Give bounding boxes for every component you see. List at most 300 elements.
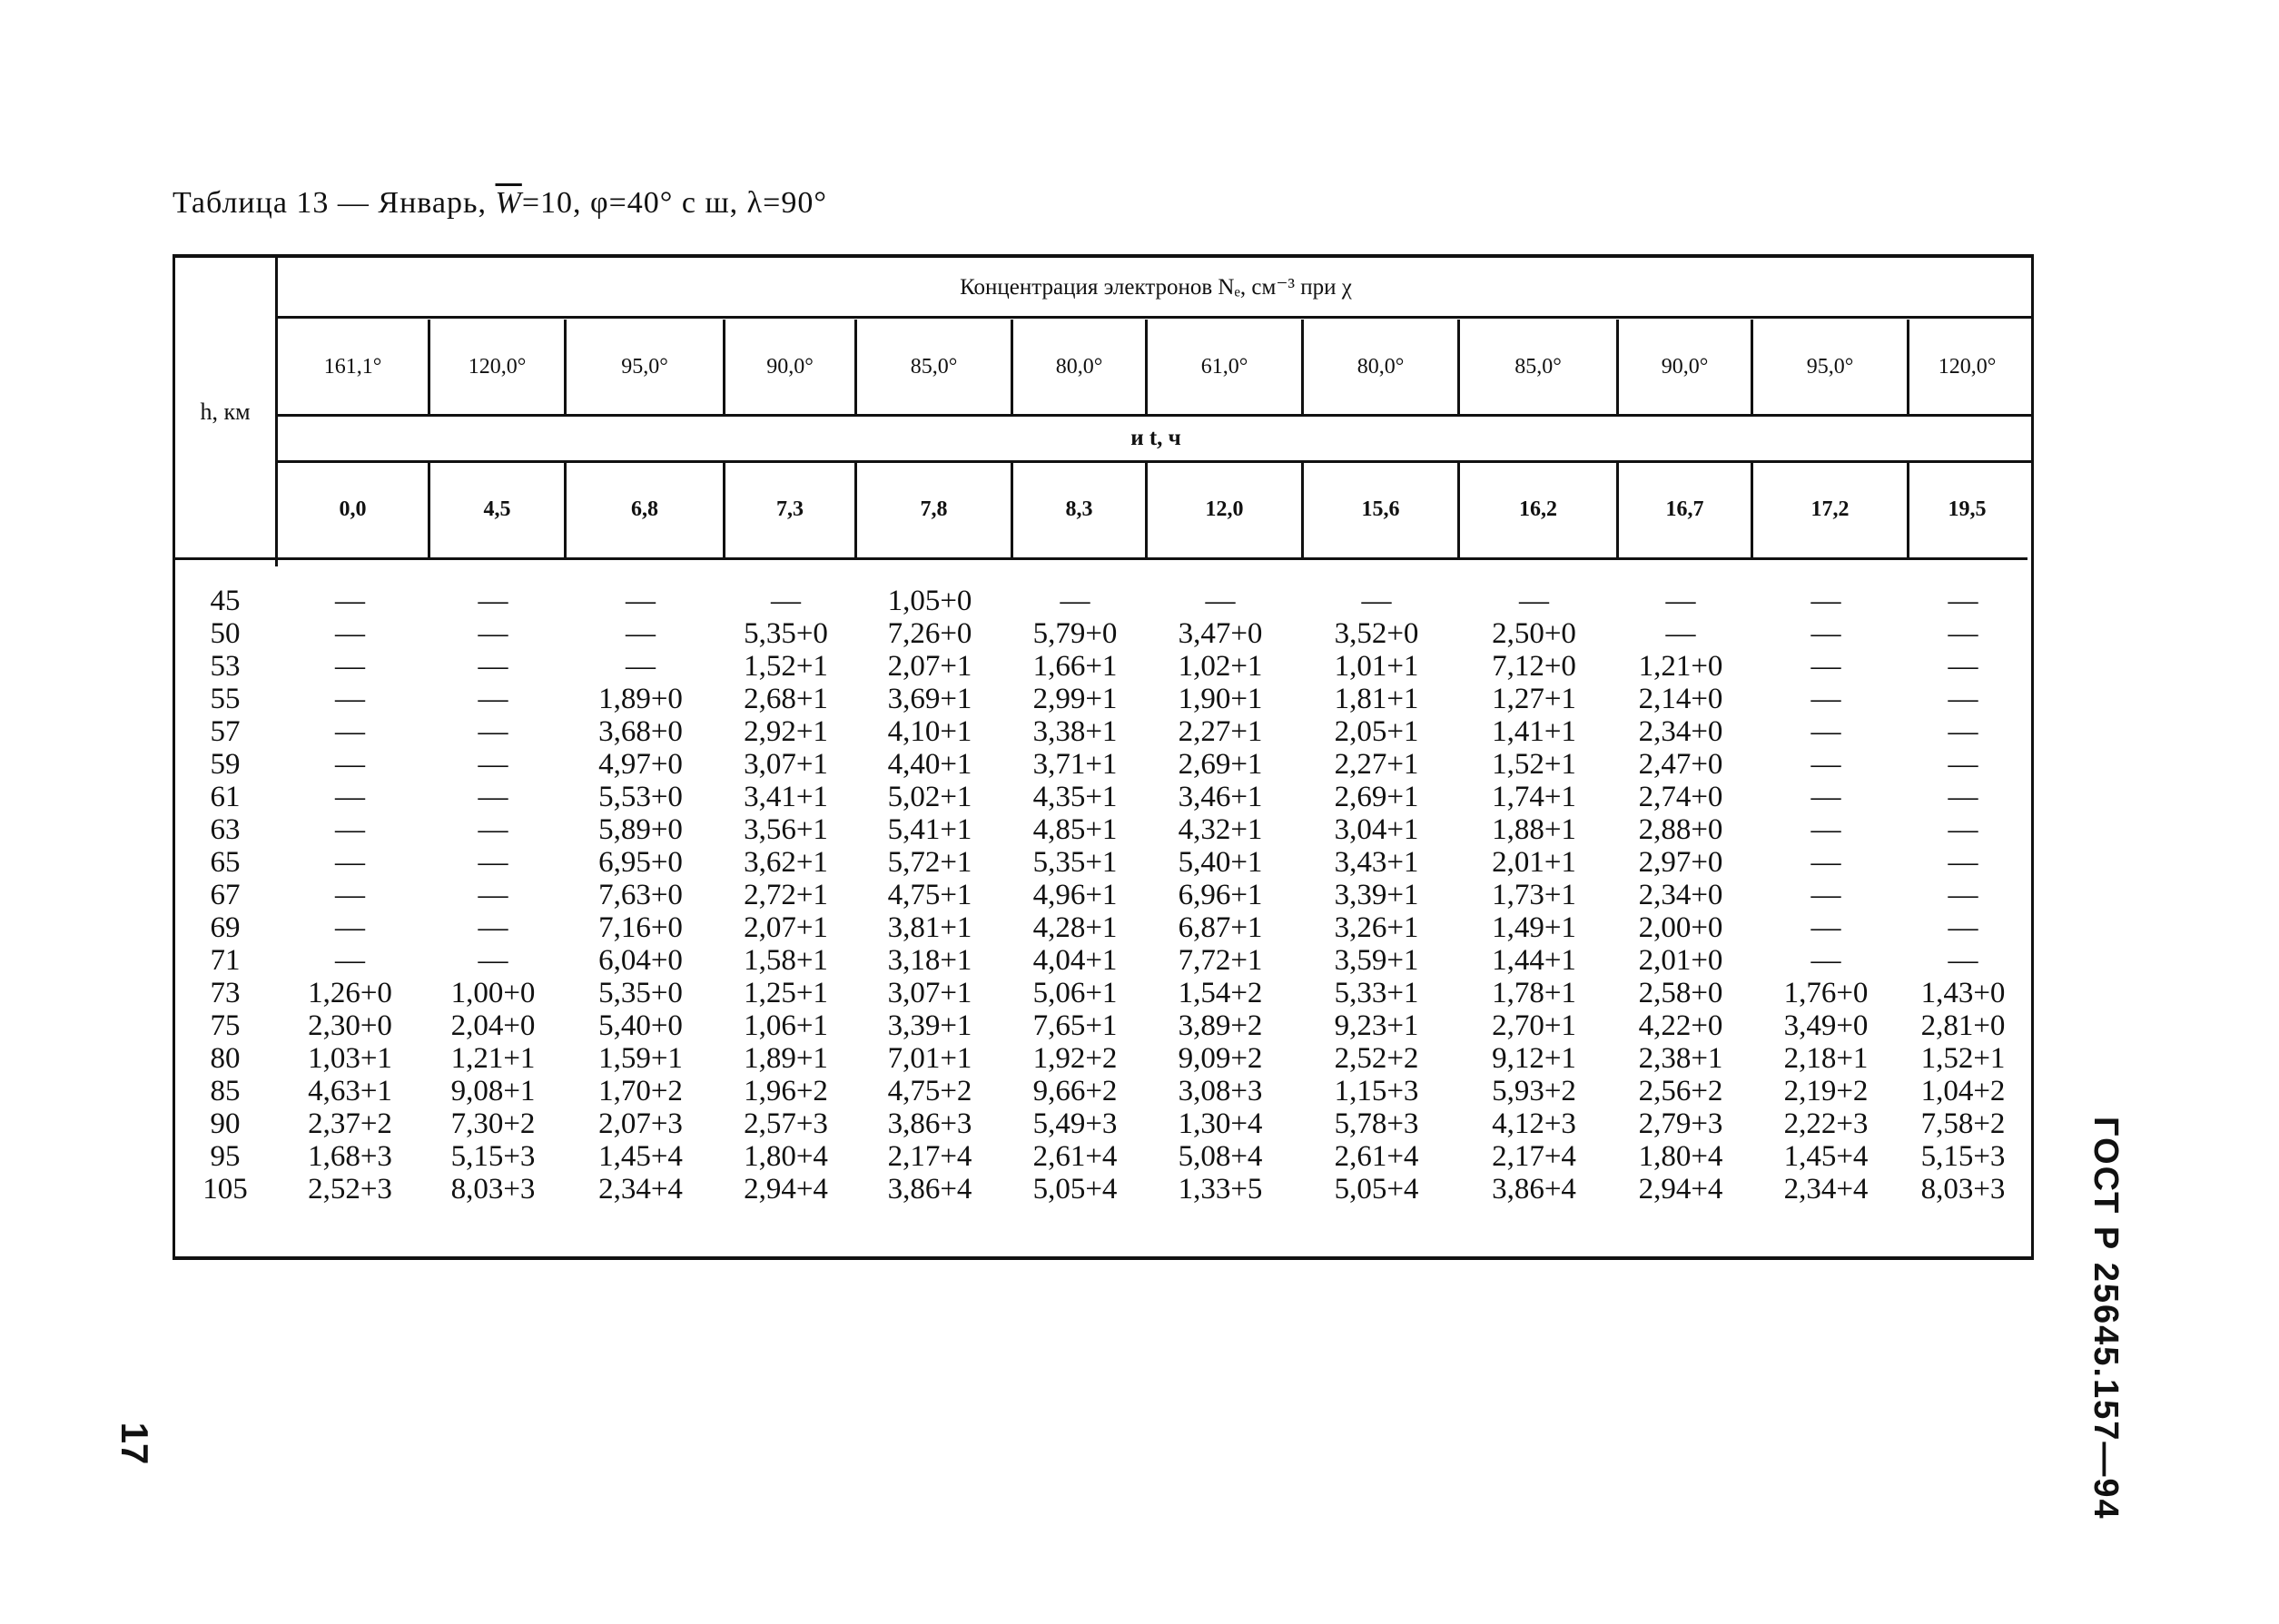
value-cell: 1,45+4 (598, 1140, 683, 1173)
value-cell: — (626, 650, 656, 683)
value-cell: 1,49+1 (1492, 911, 1576, 944)
value-cell: 2,07+3 (598, 1107, 683, 1140)
value-cell: 4,10+1 (887, 715, 972, 748)
value-cell: 9,12+1 (1492, 1042, 1576, 1075)
value-cell: 7,58+2 (1920, 1107, 2006, 1140)
value-cell: 2,34+4 (1783, 1173, 1869, 1206)
value-cell: 1,89+0 (598, 683, 683, 715)
table-row (175, 617, 2031, 650)
value-cell: 5,41+1 (887, 813, 972, 846)
table-caption (173, 186, 827, 221)
value-cell: 2,68+1 (744, 683, 828, 715)
electron-concentration-table (173, 254, 2034, 1260)
height-cell: 61 (210, 781, 241, 813)
table-row (175, 879, 2031, 911)
value-cell: — (1948, 650, 1978, 683)
value-cell: — (1361, 585, 1392, 617)
value-cell: — (1810, 683, 1841, 715)
value-cell: — (478, 748, 508, 781)
t-header-cell: 7,3 (723, 462, 854, 557)
height-column-header: h, км (200, 399, 251, 425)
height-cell: 50 (210, 617, 241, 650)
value-cell: — (478, 879, 508, 911)
chi-header-cell: 85,0° (1457, 320, 1616, 414)
table-row (175, 944, 2031, 977)
value-cell: 7,16+0 (598, 911, 683, 944)
value-cell: 3,62+1 (744, 846, 828, 879)
value-cell: 1,90+1 (1178, 683, 1263, 715)
value-cell: 4,96+1 (1032, 879, 1118, 911)
value-cell: 2,17+4 (887, 1140, 972, 1173)
value-cell: — (478, 911, 508, 944)
chi-header-cell: 90,0° (1616, 320, 1751, 414)
value-cell: 2,92+1 (744, 715, 828, 748)
value-cell: — (478, 683, 508, 715)
value-cell: — (1948, 781, 1978, 813)
value-cell: — (335, 879, 365, 911)
value-cell: 5,08+4 (1178, 1140, 1263, 1173)
value-cell: 3,49+0 (1783, 1009, 1869, 1042)
t-header-cell: 6,8 (564, 462, 723, 557)
value-cell: 2,22+3 (1783, 1107, 1869, 1140)
value-cell: 7,26+0 (887, 617, 972, 650)
value-cell: 2,27+1 (1334, 748, 1419, 781)
value-cell: 7,65+1 (1032, 1009, 1118, 1042)
value-cell: 2,61+4 (1334, 1140, 1419, 1173)
caption-prefix: Таблица 13 — Январь, (173, 186, 496, 220)
height-cell: 75 (210, 1009, 241, 1042)
value-cell: 2,69+1 (1178, 748, 1263, 781)
value-cell: 7,01+1 (887, 1042, 972, 1075)
value-cell: 1,76+0 (1783, 977, 1869, 1009)
value-cell: 5,49+3 (1032, 1107, 1118, 1140)
chi-header-cell: 161,1° (323, 354, 382, 379)
value-cell: — (771, 585, 801, 617)
value-cell: 3,41+1 (744, 781, 828, 813)
table-row (175, 813, 2031, 846)
value-cell: — (335, 617, 365, 650)
value-cell: 1,43+0 (1920, 977, 2006, 1009)
value-cell: 6,96+1 (1178, 879, 1263, 911)
value-cell: — (1810, 715, 1841, 748)
value-cell: 1,68+3 (308, 1140, 392, 1173)
value-cell: — (1810, 748, 1841, 781)
value-cell: 5,72+1 (887, 846, 972, 879)
value-cell: 2,70+1 (1492, 1009, 1576, 1042)
value-cell: 4,97+0 (598, 748, 683, 781)
value-cell: — (335, 650, 365, 683)
value-cell: 4,04+1 (1032, 944, 1118, 977)
height-cell: 71 (210, 944, 241, 977)
value-cell: 4,85+1 (1032, 813, 1118, 846)
value-cell: — (1810, 585, 1841, 617)
t-header-cell: 4,5 (428, 462, 564, 557)
value-cell: — (1948, 683, 1978, 715)
value-cell: 7,12+0 (1492, 650, 1576, 683)
value-cell: 3,39+1 (887, 1009, 972, 1042)
header-rule (278, 316, 2034, 319)
value-cell: 1,58+1 (744, 944, 828, 977)
value-cell: — (1665, 617, 1696, 650)
value-cell: 2,01+0 (1638, 944, 1723, 977)
t-header-cell: 17,2 (1751, 462, 1907, 557)
value-cell: 3,86+4 (887, 1173, 972, 1206)
value-cell: 2,88+0 (1638, 813, 1723, 846)
value-cell: — (478, 715, 508, 748)
value-cell: — (1948, 617, 1978, 650)
value-cell: 1,54+2 (1178, 977, 1263, 1009)
value-cell: 1,78+1 (1492, 977, 1576, 1009)
height-cell: 80 (210, 1042, 241, 1075)
page-number: 17 (113, 1422, 156, 1465)
table-row (175, 1009, 2031, 1042)
value-cell: 4,63+1 (308, 1075, 392, 1107)
height-cell: 67 (210, 879, 241, 911)
value-cell: 5,33+1 (1334, 977, 1419, 1009)
value-cell: 2,07+1 (887, 650, 972, 683)
height-cell: 59 (210, 748, 241, 781)
value-cell: 3,43+1 (1334, 846, 1419, 879)
value-cell: 1,80+4 (744, 1140, 828, 1173)
value-cell: 2,57+3 (744, 1107, 828, 1140)
table-row (175, 715, 2031, 748)
value-cell: 1,25+1 (744, 977, 828, 1009)
value-cell: 2,18+1 (1783, 1042, 1869, 1075)
height-cell: 95 (210, 1140, 241, 1173)
value-cell: 8,03+3 (1920, 1173, 2006, 1206)
chi-header-cell: 80,0° (1301, 320, 1457, 414)
table-row (175, 911, 2031, 944)
value-cell: 1,45+4 (1783, 1140, 1869, 1173)
table-row (175, 977, 2031, 1009)
value-cell: 1,80+4 (1638, 1140, 1723, 1173)
value-cell: 2,05+1 (1334, 715, 1419, 748)
value-cell: — (335, 781, 365, 813)
value-cell: 3,07+1 (887, 977, 972, 1009)
value-cell: 3,69+1 (887, 683, 972, 715)
chi-header-cell: 120,0° (428, 320, 564, 414)
value-cell: 2,56+2 (1638, 1075, 1723, 1107)
group-header: Концентрация электронов Nₑ, см⁻³ при χ (960, 275, 1352, 300)
chi-header-cell: 80,0° (1011, 320, 1145, 414)
value-cell: 3,86+4 (1492, 1173, 1576, 1206)
value-cell: 7,63+0 (598, 879, 683, 911)
height-cell: 45 (210, 585, 241, 617)
value-cell: 2,94+4 (744, 1173, 828, 1206)
value-cell: — (335, 846, 365, 879)
value-cell: 1,88+1 (1492, 813, 1576, 846)
value-cell: 3,81+1 (887, 911, 972, 944)
value-cell: 1,59+1 (598, 1042, 683, 1075)
value-cell: 2,19+2 (1783, 1075, 1869, 1107)
t-header-cell: 7,8 (854, 462, 1011, 557)
value-cell: 1,70+2 (598, 1075, 683, 1107)
value-cell: — (478, 617, 508, 650)
value-cell: 2,38+1 (1638, 1042, 1723, 1075)
t-header-cell: 16,7 (1616, 462, 1751, 557)
chi-header-cell: 90,0° (723, 320, 854, 414)
table-row (175, 683, 2031, 715)
value-cell: — (1810, 813, 1841, 846)
value-cell: 2,94+4 (1638, 1173, 1723, 1206)
value-cell: 6,95+0 (598, 846, 683, 879)
value-cell: — (478, 813, 508, 846)
value-cell: 2,72+1 (744, 879, 828, 911)
chi-header-cell: 61,0° (1145, 320, 1301, 414)
value-cell: 3,26+1 (1334, 911, 1419, 944)
value-cell: 2,17+4 (1492, 1140, 1576, 1173)
value-cell: 5,89+0 (598, 813, 683, 846)
value-cell: 1,52+1 (744, 650, 828, 683)
height-cell: 105 (202, 1173, 248, 1206)
chi-header-cell: 120,0° (1907, 320, 2025, 414)
value-cell: — (1948, 813, 1978, 846)
value-cell: 1,26+0 (308, 977, 392, 1009)
value-cell: — (1948, 585, 1978, 617)
value-cell: 1,02+1 (1178, 650, 1263, 683)
value-cell: 9,23+1 (1334, 1009, 1419, 1042)
value-cell: — (1519, 585, 1549, 617)
value-cell: 3,18+1 (887, 944, 972, 977)
document-code: ГОСТ Р 25645.157—94 (2087, 1117, 2125, 1521)
value-cell: 3,86+3 (887, 1107, 972, 1140)
value-cell: — (478, 781, 508, 813)
value-cell: 6,87+1 (1178, 911, 1263, 944)
table-row (175, 585, 2031, 617)
value-cell: 1,81+1 (1334, 683, 1419, 715)
value-cell: 2,30+0 (308, 1009, 392, 1042)
value-cell: 5,40+1 (1178, 846, 1263, 879)
value-cell: — (478, 650, 508, 683)
t-header-cell: 16,2 (1457, 462, 1616, 557)
table-row (175, 1075, 2031, 1107)
value-cell: 3,04+1 (1334, 813, 1419, 846)
value-cell: 3,59+1 (1334, 944, 1419, 977)
value-cell: 2,52+3 (308, 1173, 392, 1206)
value-cell: 5,35+0 (598, 977, 683, 1009)
value-cell: 2,34+0 (1638, 715, 1723, 748)
value-cell: 2,34+4 (598, 1173, 683, 1206)
value-cell: 2,37+2 (308, 1107, 392, 1140)
value-cell: 1,92+2 (1032, 1042, 1118, 1075)
value-cell: — (335, 683, 365, 715)
value-cell: — (1810, 879, 1841, 911)
value-cell: — (1948, 715, 1978, 748)
value-cell: 5,40+0 (598, 1009, 683, 1042)
value-cell: 1,27+1 (1492, 683, 1576, 715)
value-cell: 2,07+1 (744, 911, 828, 944)
caption-w-symbol: $\overline{W}$ (495, 186, 522, 220)
value-cell: — (335, 944, 365, 977)
value-cell: 2,99+1 (1032, 683, 1118, 715)
value-cell: 5,79+0 (1032, 617, 1118, 650)
value-cell: 6,04+0 (598, 944, 683, 977)
value-cell: 5,15+3 (1920, 1140, 2006, 1173)
value-cell: — (478, 944, 508, 977)
value-cell: 2,58+0 (1638, 977, 1723, 1009)
value-cell: — (1948, 944, 1978, 977)
value-cell: 2,97+0 (1638, 846, 1723, 879)
value-cell: 2,47+0 (1638, 748, 1723, 781)
value-cell: — (1810, 944, 1841, 977)
value-cell: 4,75+2 (887, 1075, 972, 1107)
value-cell: 1,33+5 (1178, 1173, 1263, 1206)
value-cell: 4,40+1 (887, 748, 972, 781)
value-cell: 4,22+0 (1638, 1009, 1723, 1042)
value-cell: 9,08+1 (450, 1075, 536, 1107)
value-cell: — (335, 748, 365, 781)
value-cell: 2,04+0 (450, 1009, 536, 1042)
value-cell: — (335, 585, 365, 617)
value-cell: — (478, 585, 508, 617)
value-cell: 3,39+1 (1334, 879, 1419, 911)
time-group-header: и t, ч (1130, 426, 1181, 450)
value-cell: — (1948, 748, 1978, 781)
value-cell: — (626, 585, 656, 617)
value-cell: 5,35+0 (744, 617, 828, 650)
value-cell: 3,71+1 (1032, 748, 1118, 781)
height-cell: 53 (210, 650, 241, 683)
value-cell: — (335, 911, 365, 944)
value-cell: — (626, 617, 656, 650)
value-cell: 1,52+1 (1492, 748, 1576, 781)
value-cell: 3,52+0 (1334, 617, 1419, 650)
value-cell: 1,41+1 (1492, 715, 1576, 748)
value-cell: 2,52+2 (1334, 1042, 1419, 1075)
chi-header-cell: 95,0° (1751, 320, 1907, 414)
value-cell: — (335, 813, 365, 846)
value-cell: — (478, 846, 508, 879)
value-cell: — (1810, 846, 1841, 879)
value-cell: — (1948, 846, 1978, 879)
value-cell: 5,05+4 (1334, 1173, 1419, 1206)
value-cell: 2,01+1 (1492, 846, 1576, 879)
chi-header-row (278, 320, 2034, 414)
value-cell: — (1948, 879, 1978, 911)
value-cell: 7,72+1 (1178, 944, 1263, 977)
value-cell: 1,89+1 (744, 1042, 828, 1075)
value-cell: 4,12+3 (1492, 1107, 1576, 1140)
caption-suffix: =10, φ=40° с ш, λ=90° (521, 186, 827, 220)
value-cell: 1,96+2 (744, 1075, 828, 1107)
chi-header-cell: 95,0° (564, 320, 723, 414)
value-cell: 3,07+1 (744, 748, 828, 781)
value-cell: — (1810, 650, 1841, 683)
height-cell: 65 (210, 846, 241, 879)
value-cell: 2,74+0 (1638, 781, 1723, 813)
height-cell: 85 (210, 1075, 241, 1107)
value-cell: 4,32+1 (1178, 813, 1263, 846)
value-cell: 5,35+1 (1032, 846, 1118, 879)
value-cell: 3,89+2 (1178, 1009, 1263, 1042)
value-cell: 5,93+2 (1492, 1075, 1576, 1107)
height-cell: 90 (210, 1107, 241, 1140)
table-row (175, 1107, 2031, 1140)
value-cell: — (1948, 911, 1978, 944)
table-row (175, 846, 2031, 879)
value-cell: 1,21+1 (450, 1042, 536, 1075)
value-cell: 9,66+2 (1032, 1075, 1118, 1107)
value-cell: 3,38+1 (1032, 715, 1118, 748)
table-row (175, 1173, 2031, 1206)
value-cell: 1,00+0 (450, 977, 536, 1009)
value-cell: — (1810, 781, 1841, 813)
value-cell: 2,50+0 (1492, 617, 1576, 650)
value-cell: 1,04+2 (1920, 1075, 2006, 1107)
value-cell: — (1810, 911, 1841, 944)
value-cell: 1,15+3 (1334, 1075, 1419, 1107)
value-cell: 3,46+1 (1178, 781, 1263, 813)
value-cell: 2,79+3 (1638, 1107, 1723, 1140)
t-header-cell: 15,6 (1301, 462, 1457, 557)
value-cell: 1,06+1 (744, 1009, 828, 1042)
value-cell: 2,00+0 (1638, 911, 1723, 944)
height-cell: 69 (210, 911, 241, 944)
height-cell: 57 (210, 715, 241, 748)
time-header-row (278, 462, 2034, 557)
value-cell: 4,28+1 (1032, 911, 1118, 944)
value-cell: 1,03+1 (308, 1042, 392, 1075)
table-row (175, 1042, 2031, 1075)
value-cell: 3,56+1 (744, 813, 828, 846)
table-row (175, 748, 2031, 781)
value-cell: — (1665, 585, 1696, 617)
value-cell: 1,52+1 (1920, 1042, 2006, 1075)
value-cell: — (335, 715, 365, 748)
value-cell: 4,35+1 (1032, 781, 1118, 813)
value-cell: 3,47+0 (1178, 617, 1263, 650)
value-cell: — (1205, 585, 1236, 617)
table-row (175, 650, 2031, 683)
value-cell: 4,75+1 (887, 879, 972, 911)
height-cell: 73 (210, 977, 241, 1009)
value-cell: 5,78+3 (1334, 1107, 1419, 1140)
t-header-cell: 12,0 (1145, 462, 1301, 557)
value-cell: 1,21+0 (1638, 650, 1723, 683)
value-cell: 7,30+2 (450, 1107, 536, 1140)
value-cell: 2,81+0 (1920, 1009, 2006, 1042)
table-body (175, 585, 2031, 1206)
value-cell: 1,73+1 (1492, 879, 1576, 911)
height-cell: 63 (210, 813, 241, 846)
value-cell: 2,34+0 (1638, 879, 1723, 911)
value-cell: 1,74+1 (1492, 781, 1576, 813)
value-cell: 1,01+1 (1334, 650, 1419, 683)
value-cell: 3,68+0 (598, 715, 683, 748)
height-cell: 55 (210, 683, 241, 715)
t-header-cell: 19,5 (1907, 462, 2025, 557)
header-bottom-rule (175, 557, 2027, 560)
value-cell: 5,05+4 (1032, 1173, 1118, 1206)
value-cell: 8,03+3 (450, 1173, 536, 1206)
value-cell: 5,53+0 (598, 781, 683, 813)
value-cell: 1,30+4 (1178, 1107, 1263, 1140)
t-header-cell: 0,0 (339, 497, 367, 521)
table-row (175, 1140, 2031, 1173)
value-cell: 5,06+1 (1032, 977, 1118, 1009)
value-cell: — (1060, 585, 1090, 617)
value-cell: 5,02+1 (887, 781, 972, 813)
value-cell: 1,05+0 (887, 585, 972, 617)
value-cell: 1,66+1 (1032, 650, 1118, 683)
value-cell: 1,44+1 (1492, 944, 1576, 977)
t-header-cell: 8,3 (1011, 462, 1145, 557)
value-cell: 2,61+4 (1032, 1140, 1118, 1173)
value-cell: 2,14+0 (1638, 683, 1723, 715)
value-cell: 2,27+1 (1178, 715, 1263, 748)
chi-header-cell: 85,0° (854, 320, 1011, 414)
value-cell: 3,08+3 (1178, 1075, 1263, 1107)
